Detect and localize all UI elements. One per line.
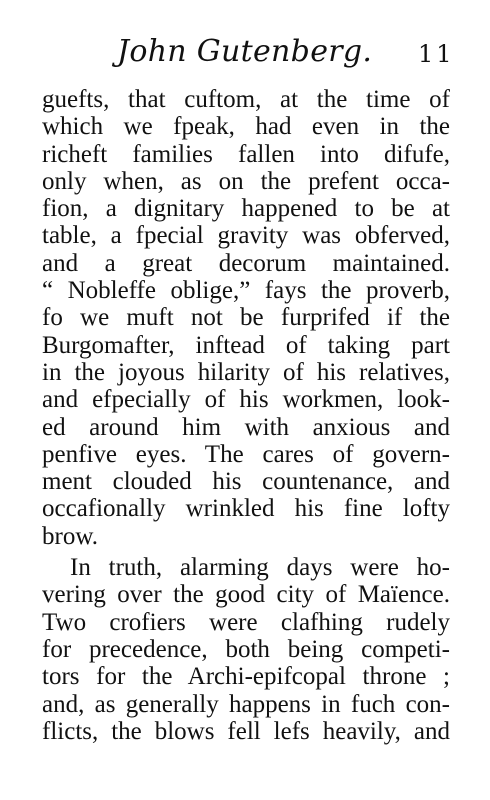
text-line: “ Nobleffe oblige,” fays the proverb, <box>42 277 450 305</box>
text-line: occafionally wrinkled his fine lofty <box>42 495 450 523</box>
text-line: brow. <box>42 522 99 550</box>
text-line: and, as generally happens in fuch con- <box>42 690 450 718</box>
text-line: fo we muft not be furprifed if the <box>42 304 450 332</box>
running-title: John Gutenberg. <box>117 34 373 69</box>
body-text <box>42 86 450 745</box>
running-head <box>0 30 490 80</box>
text-line: ed around him with anxious and <box>42 413 450 441</box>
text-line: guefts, that cuftom, at the time of <box>42 86 450 113</box>
page-number: 11 <box>418 40 455 68</box>
text-line: ment clouded his countenance, and <box>42 468 450 496</box>
text-line: in the joyous hilarity of his relatives, <box>42 358 450 386</box>
text-line: richeft families fallen into difufe, <box>42 140 450 168</box>
text-line: which we fpeak, had even in the <box>42 113 450 141</box>
text-line: In truth, alarming days were ho- <box>70 554 450 582</box>
text-line: tors for the Archi-epifcopal throne ; <box>42 663 450 691</box>
text-line: only when, as on the prefent occa- <box>42 167 450 195</box>
text-line: table, a fpecial gravity was obferved, <box>42 222 450 250</box>
text-line: for precedence, both being competi- <box>42 635 450 663</box>
text-line: Two crofiers were clafhing rudely <box>42 608 450 636</box>
paragraph <box>42 86 450 550</box>
text-line: and efpecially of his workmen, look- <box>42 386 450 414</box>
text-line: fion, a dignitary happened to be at <box>42 195 450 223</box>
text-line: flicts, the blows fell lefs heavily, and <box>42 717 450 745</box>
text-line: Burgomafter, inftead of taking part <box>42 331 450 359</box>
paragraph <box>42 554 450 745</box>
text-line: penfive eyes. The cares of govern- <box>42 440 450 468</box>
text-line: vering over the good city of Maïence. <box>42 581 450 609</box>
text-line: and a great decorum maintained. <box>42 249 450 277</box>
